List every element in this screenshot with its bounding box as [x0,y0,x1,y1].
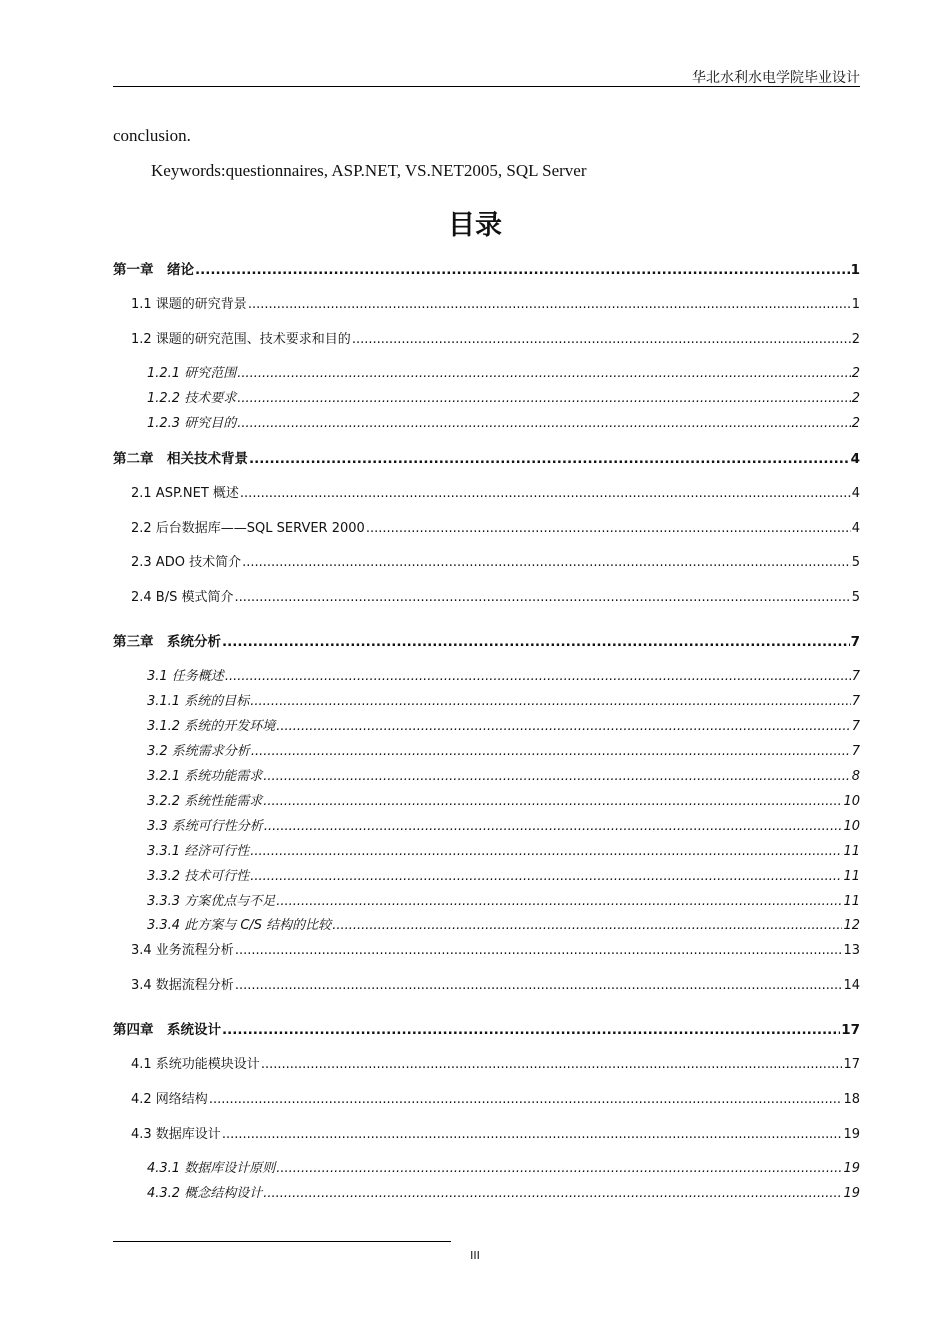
toc-entry-label: 2.2 后台数据库——SQL SERVER 2000 [131,521,365,536]
toc-entry-page: 2 [851,416,860,431]
toc-entry-label: 3.2.1 系统功能需求 [147,769,263,784]
toc-leader-dots [251,744,851,759]
toc-leader-dots [263,769,851,784]
toc-leader-dots [222,1127,843,1142]
toc-entry[interactable] [131,586,860,605]
toc-entry-label: 3.2 系统需求分析 [147,744,250,759]
toc-entry-label: 第三章 系统分析 [113,634,221,650]
toc-leader-dots [209,1092,843,1107]
toc-leader-dots [240,486,851,501]
toc-entry-label: 1.2.3 研究目的 [147,416,237,431]
toc-leader-dots [250,869,842,884]
abstract-conclusion-text: conclusion. [113,126,191,145]
toc-leader-dots [264,819,843,834]
toc-entry-page: 2 [851,366,860,381]
toc-leader-dots [222,634,850,650]
toc-entry[interactable] [147,1157,860,1176]
toc-entry-label: 3.4 业务流程分析 [131,943,234,958]
toc-leader-dots [366,521,851,536]
toc-leader-dots [237,366,851,381]
toc-entry-page: 14 [843,978,860,993]
toc-entry-page: 17 [843,1057,860,1072]
toc-entry-page: 12 [843,918,860,933]
toc-entry-label: 第二章 相关技术背景 [113,451,248,467]
header-rule [113,86,860,87]
toc-entry-label: 3.4 数据流程分析 [131,978,234,993]
toc-entry-page: 1 [850,262,860,278]
toc-entry[interactable] [147,790,860,809]
toc-entry-label: 3.1.2 系统的开发环境 [147,719,276,734]
toc-entry-label: 4.2 网络结构 [131,1092,208,1107]
toc-entry[interactable] [131,939,860,958]
toc-entry-page: 13 [843,943,860,958]
toc-entry[interactable] [147,740,860,759]
toc-title: 目录 [448,210,502,241]
toc-entry-label: 1.2.1 研究范围 [147,366,237,381]
toc-entry-label: 4.3.1 数据库设计原则 [147,1161,276,1176]
toc-entry[interactable] [147,412,860,431]
keywords-line: Keywords:questionnaires, ASP.NET, VS.NET2005, SQL Server [151,161,587,180]
toc-entry[interactable] [147,665,860,684]
toc-entry[interactable] [147,865,860,884]
toc-entry-page: 17 [841,1022,860,1038]
toc-leader-dots [242,555,851,570]
toc-entry[interactable] [147,715,860,734]
page-number: III [470,1249,480,1262]
toc-leader-dots [235,978,843,993]
toc-leader-dots [248,297,851,312]
toc-entry[interactable] [131,1053,860,1072]
toc-entry[interactable] [147,690,860,709]
toc-entry-label: 2.1 ASP.NET 概述 [131,486,239,501]
toc-entry-page: 7 [851,669,860,684]
toc-entry-page: 11 [843,844,860,859]
toc-entry-page: 7 [851,744,860,759]
toc-leader-dots [235,943,843,958]
toc-entry-page: 1 [851,297,860,312]
toc-entry[interactable] [131,551,860,570]
toc-entry-page: 18 [843,1092,860,1107]
toc-entry-page: 19 [843,1186,860,1201]
toc-entry[interactable] [147,362,860,381]
toc-entry-label: 2.4 B/S 模式简介 [131,590,234,605]
toc-entry-label: 第一章 绪论 [113,262,194,278]
toc-entry-label: 3.1.1 系统的目标 [147,694,250,709]
toc-entry-page: 2 [851,332,860,347]
toc-entry[interactable] [131,328,860,347]
toc-entry-page: 2 [851,391,860,406]
toc-entry-page: 10 [843,794,860,809]
toc-leader-dots [332,918,842,933]
toc-leader-dots [250,694,851,709]
toc-entry-label: 2.3 ADO 技术简介 [131,555,242,570]
toc-entry-label: 1.1 课题的研究背景 [131,297,247,312]
toc-entry-page: 4 [851,521,860,536]
toc-leader-dots [250,844,842,859]
toc-entry-label: 3.3.4 此方案与 C/S 结构的比较 [147,918,332,933]
toc-leader-dots [235,590,851,605]
toc-leader-dots [195,262,850,278]
toc-entry-label: 4.1 系统功能模块设计 [131,1057,260,1072]
toc-entry[interactable] [131,1088,860,1107]
toc-leader-dots [263,794,842,809]
toc-entry[interactable] [131,482,860,501]
toc-entry-page: 7 [850,634,860,650]
toc-leader-dots [352,332,851,347]
toc-entry[interactable] [147,840,860,859]
footer-rule [113,1241,451,1242]
toc-entry-page: 19 [843,1161,860,1176]
toc-entry-label: 3.3.2 技术可行性 [147,869,250,884]
toc-entry-page: 7 [851,719,860,734]
toc-entry[interactable] [147,765,860,784]
toc-leader-dots [276,894,842,909]
toc-entry-page: 10 [843,819,860,834]
toc-leader-dots [249,451,850,467]
toc-leader-dots [263,1186,842,1201]
toc-leader-dots [237,416,851,431]
toc-entry[interactable] [147,1182,860,1201]
toc-entry-page: 11 [843,894,860,909]
toc-entry-label: 1.2 课题的研究范围、技术要求和目的 [131,332,351,347]
toc-entry[interactable] [113,258,860,278]
toc-entry-label: 4.3 数据库设计 [131,1127,221,1142]
toc-entry[interactable] [147,914,860,933]
toc-entry-label: 1.2.2 技术要求 [147,391,237,406]
toc-entry-label: 第四章 系统设计 [113,1022,221,1038]
toc-entry[interactable] [113,447,860,467]
toc-entry-label: 3.3.3 方案优点与不足 [147,894,276,909]
toc-entry-page: 11 [843,869,860,884]
toc-leader-dots [222,1022,840,1038]
toc-entry-page: 4 [850,451,860,467]
toc-entry-page: 19 [843,1127,860,1142]
toc-entry[interactable] [147,890,860,909]
toc-entry-label: 3.3 系统可行性分析 [147,819,263,834]
toc-leader-dots [237,391,851,406]
toc-entry-page: 5 [851,590,860,605]
toc-entry-label: 3.3.1 经济可行性 [147,844,250,859]
toc-leader-dots [276,1161,842,1176]
toc-entry[interactable] [131,1123,860,1142]
toc-entry[interactable] [131,974,860,993]
toc-entry[interactable] [131,517,860,536]
toc-entry-page: 5 [851,555,860,570]
toc-entry-label: 4.3.2 概念结构设计 [147,1186,263,1201]
toc-entry-label: 3.1 任务概述 [147,669,224,684]
toc-entry-page: 4 [851,486,860,501]
toc-entry[interactable] [131,293,860,312]
toc-entry[interactable] [147,387,860,406]
toc-entry-page: 7 [851,694,860,709]
toc-entry[interactable] [113,1018,860,1038]
toc-leader-dots [225,669,851,684]
toc-entry[interactable] [147,815,860,834]
page-header: 华北水利水电学院毕业设计 [692,70,860,86]
toc-leader-dots [261,1057,843,1072]
toc-entry-label: 3.2.2 系统性能需求 [147,794,263,809]
toc-leader-dots [276,719,851,734]
toc-entry[interactable] [113,630,860,650]
toc-entry-page: 8 [851,769,860,784]
